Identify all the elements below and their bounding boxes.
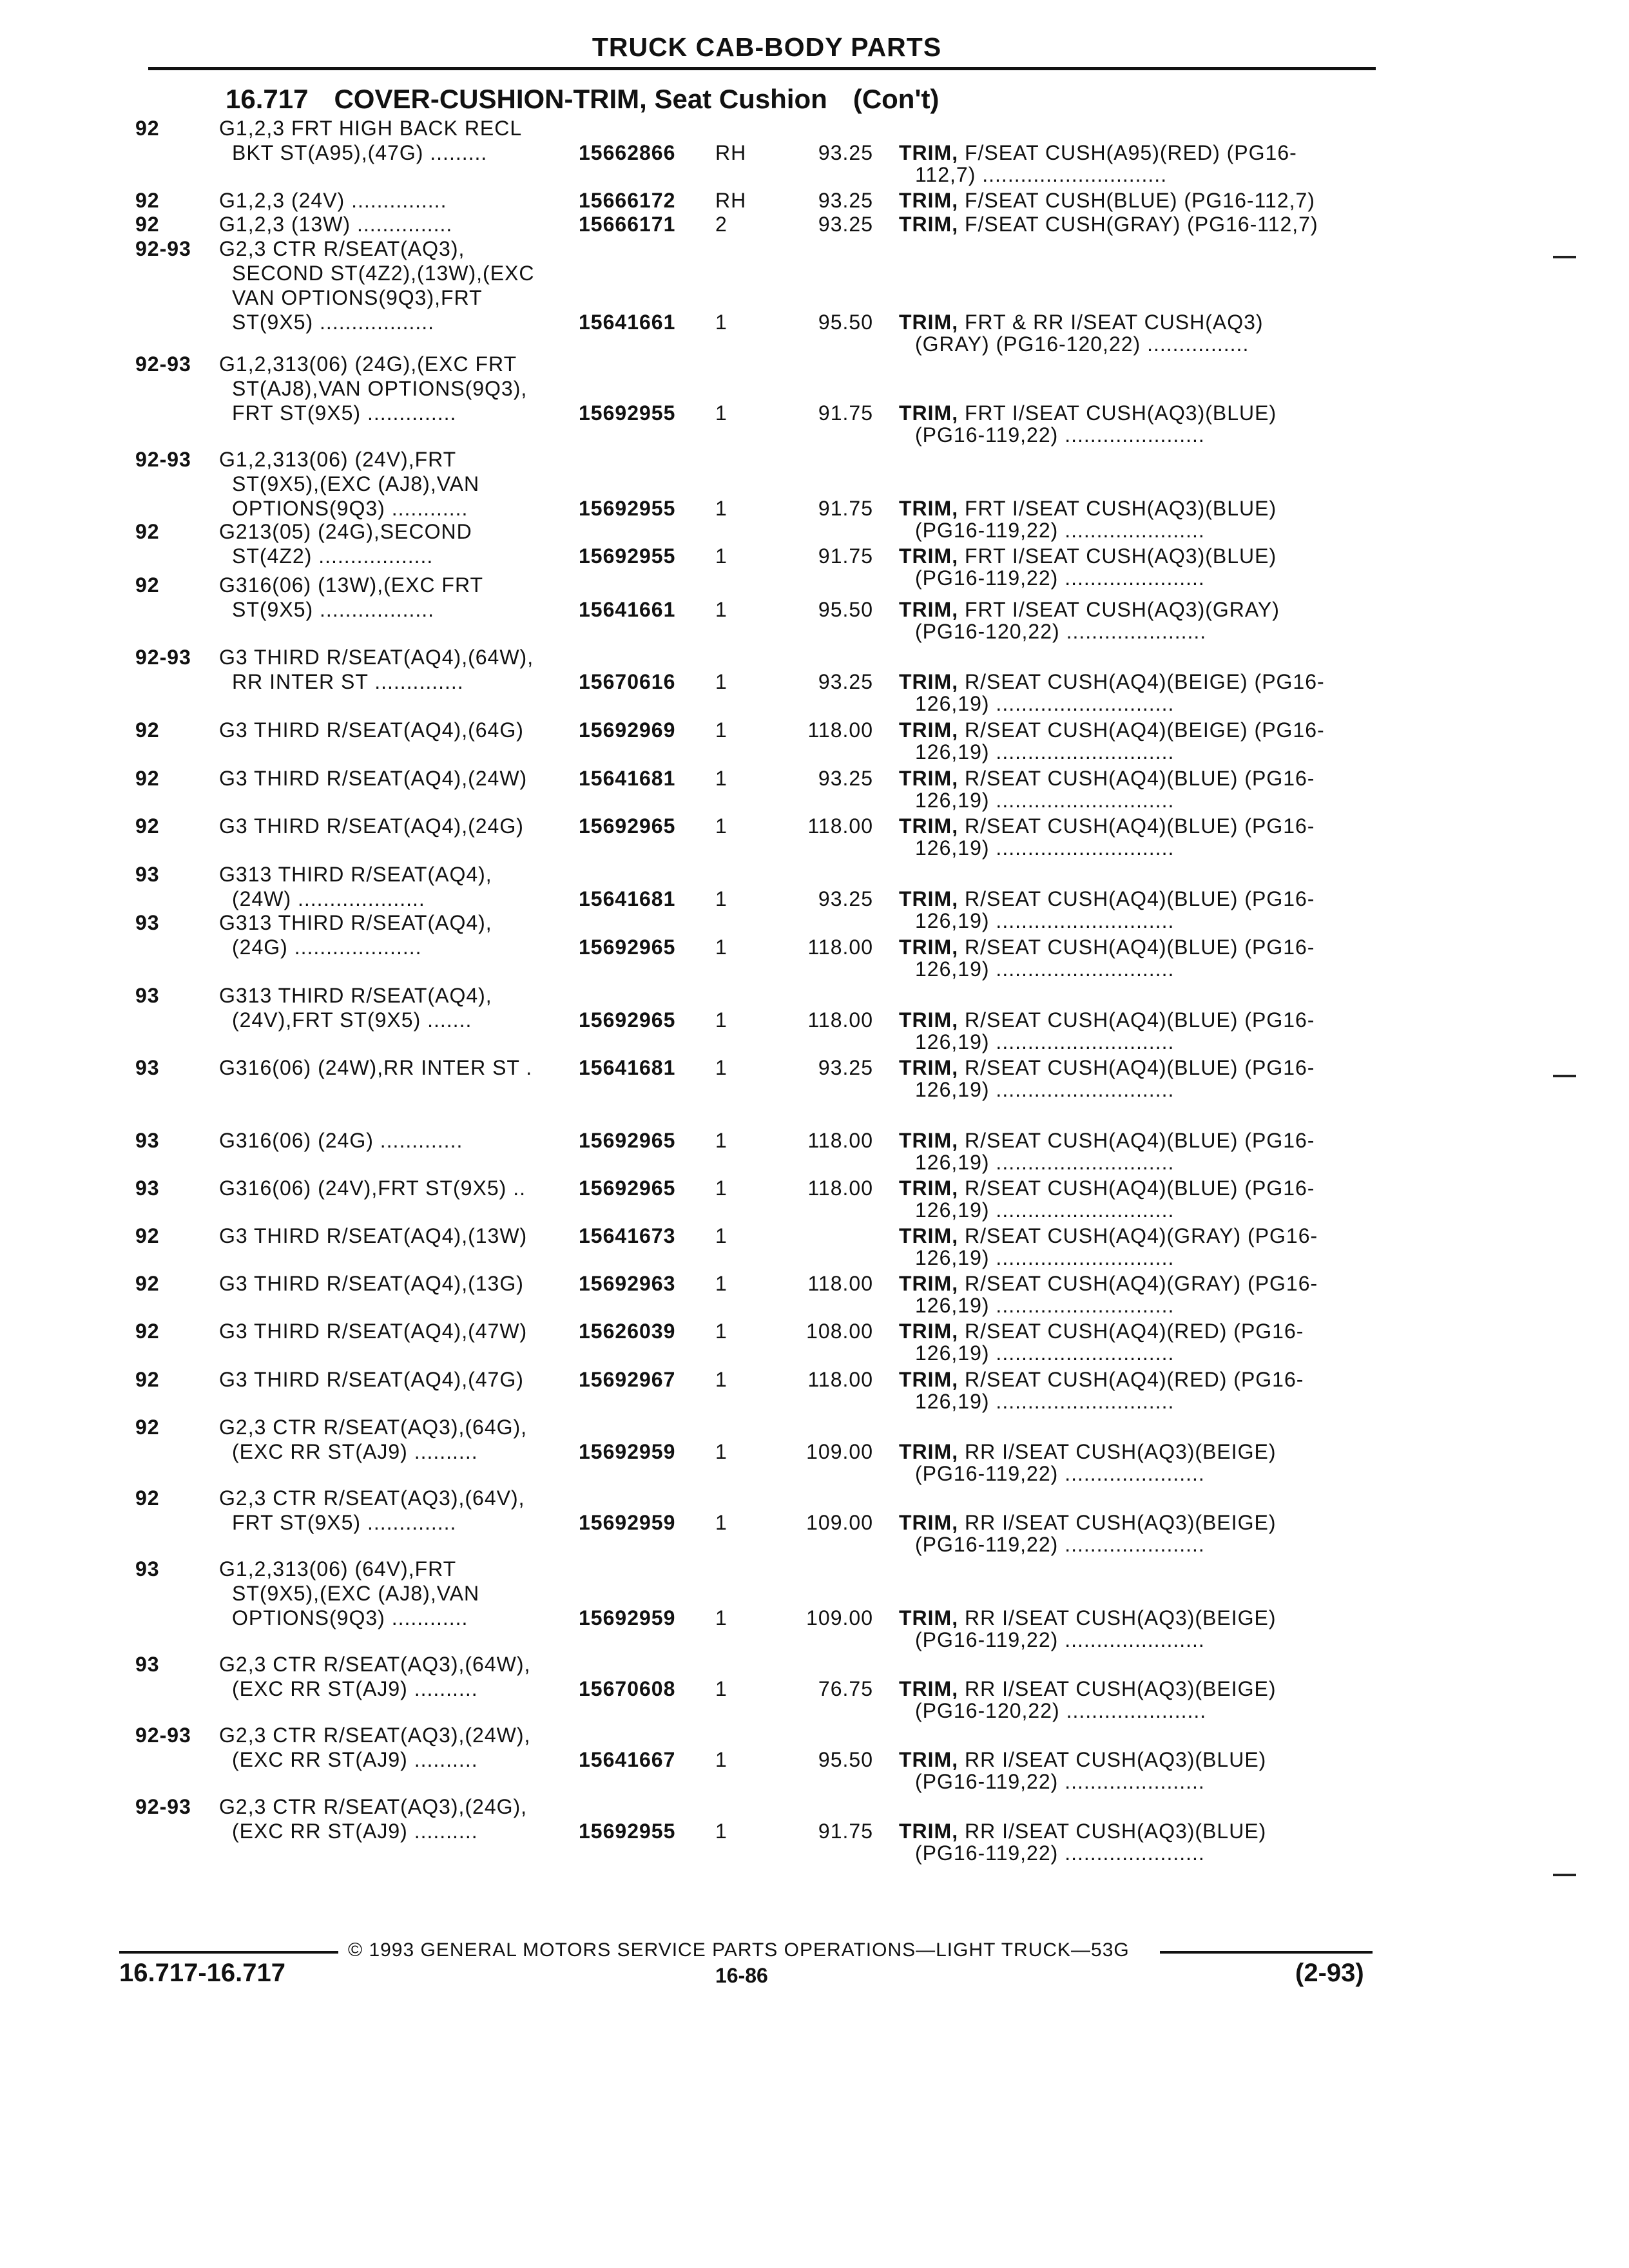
list-price: 118.00 bbox=[807, 1129, 873, 1152]
usage-description: G213(05) (24G),SECOND bbox=[219, 520, 472, 543]
part-description-text: R/SEAT CUSH(AQ4)(BLUE) (PG16- bbox=[958, 936, 1315, 959]
usage-description: (24G) .................... bbox=[232, 936, 422, 959]
part-number: 15666171 bbox=[579, 213, 676, 236]
model-year: 92-93 bbox=[135, 646, 191, 669]
part-description bbox=[899, 544, 1277, 568]
part-description-cont: (PG16-119,22) ...................... bbox=[915, 519, 1205, 542]
part-description-cont: (PG16-119,22) ...................... bbox=[915, 1462, 1205, 1485]
quantity: 1 bbox=[715, 1606, 728, 1629]
model-year: 92-93 bbox=[135, 448, 191, 471]
part-description-text: RR I/SEAT CUSH(AQ3)(BEIGE) bbox=[958, 1511, 1277, 1534]
list-price: 93.25 bbox=[818, 670, 873, 693]
part-number: 15641661 bbox=[579, 598, 676, 621]
part-description-text: R/SEAT CUSH(AQ4)(GRAY) (PG16- bbox=[958, 1224, 1318, 1247]
usage-description: G316(06) (24W),RR INTER ST . bbox=[219, 1056, 533, 1079]
list-price bbox=[767, 1224, 873, 1248]
quantity: 1 bbox=[715, 497, 728, 520]
quantity: 1 bbox=[715, 1272, 728, 1295]
part-type: TRIM, bbox=[899, 213, 959, 236]
part-description-cont: (PG16-119,22) ...................... bbox=[915, 423, 1205, 447]
list-price: 76.75 bbox=[818, 1677, 873, 1700]
usage-description: G3 THIRD R/SEAT(AQ4),(24W) bbox=[219, 767, 528, 790]
part-type: TRIM, bbox=[899, 497, 959, 520]
part-description-cont: 126,19) ............................ bbox=[915, 692, 1175, 715]
model-year: 92 bbox=[135, 1272, 160, 1295]
usage-description: ST(9X5) .................. bbox=[232, 598, 435, 621]
part-description-text: R/SEAT CUSH(AQ4)(BLUE) (PG16- bbox=[958, 767, 1315, 790]
quantity: 1 bbox=[715, 767, 728, 790]
part-description-text: R/SEAT CUSH(AQ4)(BEIGE) (PG16- bbox=[958, 718, 1325, 742]
model-year: 92 bbox=[135, 520, 160, 543]
model-year: 93 bbox=[135, 984, 160, 1007]
part-description-cont: (PG16-119,22) ...................... bbox=[915, 566, 1205, 590]
model-year: 92-93 bbox=[135, 352, 191, 376]
usage-description: FRT ST(9X5) .............. bbox=[232, 1511, 457, 1534]
quantity: 1 bbox=[715, 401, 728, 425]
page-title: TRUCK CAB-BODY PARTS bbox=[592, 32, 942, 62]
part-number: 15692955 bbox=[579, 1820, 676, 1843]
part-description bbox=[899, 310, 1264, 334]
part-description-cont: 126,19) ............................ bbox=[915, 957, 1175, 981]
margin-mark bbox=[1553, 256, 1576, 258]
quantity: 1 bbox=[715, 598, 728, 621]
list-price: 109.00 bbox=[806, 1440, 873, 1463]
part-number: 15692965 bbox=[579, 1177, 676, 1200]
part-number: 15666172 bbox=[579, 189, 676, 212]
part-description-text: F/SEAT CUSH(GRAY) (PG16-112,7) bbox=[958, 213, 1318, 236]
usage-description: FRT ST(9X5) .............. bbox=[232, 401, 457, 425]
usage-description: G2,3 CTR R/SEAT(AQ3),(64G), bbox=[219, 1416, 528, 1439]
part-type: TRIM, bbox=[899, 1177, 959, 1200]
quantity: 1 bbox=[715, 718, 728, 742]
part-type: TRIM, bbox=[899, 1440, 959, 1463]
quantity: 1 bbox=[715, 814, 728, 838]
usage-description: SECOND ST(4Z2),(13W),(EXC bbox=[232, 262, 535, 285]
list-price: 118.00 bbox=[807, 718, 873, 742]
part-number: 15692969 bbox=[579, 718, 676, 742]
list-price: 118.00 bbox=[807, 1008, 873, 1032]
quantity: 1 bbox=[715, 1320, 728, 1343]
usage-description: G2,3 CTR R/SEAT(AQ3),(64W), bbox=[219, 1653, 531, 1676]
usage-description: ST(9X5),(EXC (AJ8),VAN bbox=[232, 1582, 480, 1605]
usage-description: G3 THIRD R/SEAT(AQ4),(24G) bbox=[219, 814, 524, 838]
part-description-text: FRT I/SEAT CUSH(AQ3)(GRAY) bbox=[958, 598, 1280, 621]
list-price: 118.00 bbox=[807, 1272, 873, 1295]
part-type: TRIM, bbox=[899, 141, 959, 164]
usage-description: G3 THIRD R/SEAT(AQ4),(13W) bbox=[219, 1224, 528, 1247]
part-description-text: RR I/SEAT CUSH(AQ3)(BEIGE) bbox=[958, 1606, 1277, 1629]
part-type: TRIM, bbox=[899, 936, 959, 959]
usage-description: OPTIONS(9Q3) ............ bbox=[232, 497, 468, 520]
part-description-cont: 126,19) ............................ bbox=[915, 1341, 1175, 1365]
part-description bbox=[899, 1510, 1277, 1535]
model-year: 93 bbox=[135, 1056, 160, 1079]
quantity: 1 bbox=[715, 1748, 728, 1771]
list-price: 109.00 bbox=[806, 1606, 873, 1629]
usage-description: (24W) .................... bbox=[232, 887, 425, 910]
usage-description: G3 THIRD R/SEAT(AQ4),(47G) bbox=[219, 1368, 524, 1391]
footer-rule-left bbox=[119, 1951, 338, 1954]
part-description bbox=[899, 718, 1325, 742]
model-year: 92-93 bbox=[135, 1795, 191, 1818]
part-type: TRIM, bbox=[899, 311, 959, 334]
usage-description: G316(06) (24G) ............. bbox=[219, 1129, 463, 1152]
part-number: 15641681 bbox=[579, 887, 676, 910]
section-cont: (Con't) bbox=[853, 84, 940, 114]
model-year: 92 bbox=[135, 1486, 160, 1510]
margin-mark bbox=[1553, 1874, 1576, 1876]
usage-description: (EXC RR ST(AJ9) .......... bbox=[232, 1820, 478, 1843]
list-price: 91.75 bbox=[818, 401, 873, 425]
usage-description: OPTIONS(9Q3) ............ bbox=[232, 1606, 468, 1629]
part-description bbox=[899, 140, 1297, 165]
usage-description: ST(9X5) .................. bbox=[232, 311, 435, 334]
part-type: TRIM, bbox=[899, 814, 959, 838]
list-price: 95.50 bbox=[818, 598, 873, 621]
part-description bbox=[899, 1008, 1315, 1032]
part-number: 15692965 bbox=[579, 1129, 676, 1152]
part-type: TRIM, bbox=[899, 1008, 959, 1032]
usage-description: G2,3 CTR R/SEAT(AQ3),(24W), bbox=[219, 1724, 531, 1747]
part-description-cont: 112,7) ............................. bbox=[915, 163, 1168, 186]
section-name: COVER-CUSHION-TRIM, Seat Cushion bbox=[334, 84, 827, 114]
part-description bbox=[899, 597, 1280, 622]
quantity: 1 bbox=[715, 311, 728, 334]
usage-description: G1,2,3 (13W) ............... bbox=[219, 213, 453, 236]
model-year: 92 bbox=[135, 1320, 160, 1343]
usage-description: (24V),FRT ST(9X5) ....... bbox=[232, 1008, 472, 1032]
list-price: 93.25 bbox=[818, 141, 873, 164]
usage-description: G313 THIRD R/SEAT(AQ4), bbox=[219, 863, 492, 886]
part-description bbox=[899, 935, 1315, 959]
usage-description: VAN OPTIONS(9Q3),FRT bbox=[232, 286, 483, 309]
model-year: 92 bbox=[135, 1416, 160, 1439]
part-description-cont: 126,19) ............................ bbox=[915, 836, 1175, 860]
part-number: 15670616 bbox=[579, 670, 676, 693]
footer-date: (2-93) bbox=[1295, 1959, 1364, 1987]
part-description-text: RR I/SEAT CUSH(AQ3)(BEIGE) bbox=[958, 1677, 1277, 1700]
part-description-text: RR I/SEAT CUSH(AQ3)(BEIGE) bbox=[958, 1440, 1277, 1463]
part-description-text: FRT I/SEAT CUSH(AQ3)(BLUE) bbox=[958, 544, 1277, 568]
part-type: TRIM, bbox=[899, 887, 959, 910]
quantity: 1 bbox=[715, 1511, 728, 1534]
model-year: 92 bbox=[135, 1368, 160, 1391]
quantity: 1 bbox=[715, 1820, 728, 1843]
usage-description: G2,3 CTR R/SEAT(AQ3),(24G), bbox=[219, 1795, 528, 1818]
part-description bbox=[899, 1128, 1315, 1153]
usage-description: G2,3 CTR R/SEAT(AQ3), bbox=[219, 237, 465, 260]
list-price: 118.00 bbox=[807, 814, 873, 838]
part-description-text: R/SEAT CUSH(AQ4)(RED) (PG16- bbox=[958, 1320, 1304, 1343]
part-type: TRIM, bbox=[899, 1606, 959, 1629]
usage-description: ST(AJ8),VAN OPTIONS(9Q3), bbox=[232, 377, 528, 400]
part-type: TRIM, bbox=[899, 1820, 959, 1843]
part-number: 15692955 bbox=[579, 544, 676, 568]
quantity: 1 bbox=[715, 1440, 728, 1463]
model-year: 92 bbox=[135, 573, 160, 597]
part-description-text: RR I/SEAT CUSH(AQ3)(BLUE) bbox=[958, 1820, 1267, 1843]
quantity: RH bbox=[715, 141, 747, 164]
model-year: 93 bbox=[135, 1129, 160, 1152]
list-price: 93.25 bbox=[818, 1056, 873, 1079]
part-description bbox=[899, 188, 1315, 213]
part-number: 15692955 bbox=[579, 497, 676, 520]
part-description-text: R/SEAT CUSH(AQ4)(BLUE) (PG16- bbox=[958, 1056, 1315, 1079]
quantity: 1 bbox=[715, 1008, 728, 1032]
part-description-cont: 126,19) ............................ bbox=[915, 1030, 1175, 1053]
list-price: 118.00 bbox=[807, 1177, 873, 1200]
part-number: 15641681 bbox=[579, 767, 676, 790]
usage-description: G313 THIRD R/SEAT(AQ4), bbox=[219, 984, 492, 1007]
part-description-cont: 126,19) ............................ bbox=[915, 909, 1175, 932]
part-number: 15692967 bbox=[579, 1368, 676, 1391]
list-price: 109.00 bbox=[806, 1511, 873, 1534]
list-price: 95.50 bbox=[818, 311, 873, 334]
model-year: 93 bbox=[135, 863, 160, 886]
part-number: 15692959 bbox=[579, 1511, 676, 1534]
quantity: 1 bbox=[715, 1368, 728, 1391]
part-description bbox=[899, 1439, 1277, 1464]
usage-description: G2,3 CTR R/SEAT(AQ3),(64V), bbox=[219, 1486, 525, 1510]
quantity: 2 bbox=[715, 213, 728, 236]
part-type: TRIM, bbox=[899, 718, 959, 742]
margin-mark bbox=[1553, 1075, 1576, 1077]
part-description-text: F/SEAT CUSH(A95)(RED) (PG16- bbox=[958, 141, 1297, 164]
part-description-cont: (PG16-119,22) ...................... bbox=[915, 1628, 1205, 1651]
quantity: 1 bbox=[715, 1224, 728, 1247]
part-description-text: FRT & RR I/SEAT CUSH(AQ3) bbox=[958, 311, 1264, 334]
usage-description: (EXC RR ST(AJ9) .......... bbox=[232, 1748, 478, 1771]
model-year: 92 bbox=[135, 213, 160, 236]
usage-description: G1,2,3 FRT HIGH BACK RECL bbox=[219, 117, 523, 140]
model-year: 92 bbox=[135, 814, 160, 838]
part-type: TRIM, bbox=[899, 1224, 959, 1247]
usage-description: G1,2,3 (24V) ............... bbox=[219, 189, 447, 212]
part-description-cont: 126,19) ............................ bbox=[915, 1246, 1175, 1269]
part-description-cont: (GRAY) (PG16-120,22) ................ bbox=[915, 332, 1249, 356]
footer-page-number: 16-86 bbox=[715, 1964, 768, 1987]
quantity: 1 bbox=[715, 936, 728, 959]
part-description bbox=[899, 1677, 1277, 1701]
part-number: 15641661 bbox=[579, 311, 676, 334]
usage-description: BKT ST(A95),(47G) ......... bbox=[232, 141, 488, 164]
model-year: 92 bbox=[135, 1224, 160, 1247]
part-number: 15692965 bbox=[579, 1008, 676, 1032]
part-description bbox=[899, 401, 1277, 425]
part-description bbox=[899, 1271, 1318, 1296]
usage-description: G3 THIRD R/SEAT(AQ4),(64W), bbox=[219, 646, 534, 669]
part-type: TRIM, bbox=[899, 1320, 959, 1343]
footer-rule-right bbox=[1160, 1951, 1373, 1954]
part-description-text: R/SEAT CUSH(AQ4)(BLUE) (PG16- bbox=[958, 887, 1315, 910]
usage-description: G316(06) (13W),(EXC FRT bbox=[219, 573, 484, 597]
part-description-text: R/SEAT CUSH(AQ4)(BLUE) (PG16- bbox=[958, 814, 1315, 838]
list-price: 93.25 bbox=[818, 213, 873, 236]
quantity: 1 bbox=[715, 887, 728, 910]
part-number: 15692959 bbox=[579, 1606, 676, 1629]
part-type: TRIM, bbox=[899, 598, 959, 621]
part-description-text: R/SEAT CUSH(AQ4)(GRAY) (PG16- bbox=[958, 1272, 1318, 1295]
quantity: 1 bbox=[715, 670, 728, 693]
part-description-cont: 126,19) ............................ bbox=[915, 1198, 1175, 1222]
part-number: 15641681 bbox=[579, 1056, 676, 1079]
part-description-cont: (PG16-120,22) ...................... bbox=[915, 620, 1207, 643]
part-number: 15641667 bbox=[579, 1748, 676, 1771]
usage-description: G1,2,313(06) (24G),(EXC FRT bbox=[219, 352, 517, 376]
part-number: 15692965 bbox=[579, 814, 676, 838]
part-description-text: R/SEAT CUSH(AQ4)(BEIGE) (PG16- bbox=[958, 670, 1325, 693]
model-year: 92 bbox=[135, 767, 160, 790]
model-year: 93 bbox=[135, 1177, 160, 1200]
part-type: TRIM, bbox=[899, 1677, 959, 1700]
part-description-text: FRT I/SEAT CUSH(AQ3)(BLUE) bbox=[958, 401, 1277, 425]
part-type: TRIM, bbox=[899, 401, 959, 425]
list-price: 93.25 bbox=[818, 767, 873, 790]
part-description bbox=[899, 1367, 1304, 1392]
model-year: 93 bbox=[135, 911, 160, 934]
part-description bbox=[899, 669, 1325, 694]
part-description-cont: 126,19) ............................ bbox=[915, 789, 1175, 812]
part-description-text: R/SEAT CUSH(AQ4)(RED) (PG16- bbox=[958, 1368, 1304, 1391]
part-description-text: FRT I/SEAT CUSH(AQ3)(BLUE) bbox=[958, 497, 1277, 520]
part-description bbox=[899, 1176, 1315, 1200]
part-description bbox=[899, 1606, 1277, 1630]
model-year: 92 bbox=[135, 117, 160, 140]
quantity: 1 bbox=[715, 544, 728, 568]
model-year: 92 bbox=[135, 189, 160, 212]
part-description bbox=[899, 496, 1277, 521]
list-price: 95.50 bbox=[818, 1748, 873, 1771]
list-price: 93.25 bbox=[818, 189, 873, 212]
model-year: 92-93 bbox=[135, 1724, 191, 1747]
part-description-cont: (PG16-119,22) ...................... bbox=[915, 1533, 1205, 1556]
quantity: 1 bbox=[715, 1177, 728, 1200]
part-type: TRIM, bbox=[899, 670, 959, 693]
usage-description: G316(06) (24V),FRT ST(9X5) .. bbox=[219, 1177, 526, 1200]
quantity: 1 bbox=[715, 1677, 728, 1700]
usage-description: G3 THIRD R/SEAT(AQ4),(13G) bbox=[219, 1272, 524, 1295]
part-type: TRIM, bbox=[899, 189, 959, 212]
part-description-cont: (PG16-119,22) ...................... bbox=[915, 1770, 1205, 1793]
footer-copyright: © 1993 GENERAL MOTORS SERVICE PARTS OPERATIONS—LIGHT TRUCK—53G bbox=[348, 1939, 1130, 1961]
part-description bbox=[899, 766, 1315, 791]
usage-description: ST(9X5),(EXC (AJ8),VAN bbox=[232, 472, 480, 495]
part-number: 15662866 bbox=[579, 141, 676, 164]
list-price: 91.75 bbox=[818, 497, 873, 520]
parts-list bbox=[0, 116, 1629, 1920]
model-year: 92-93 bbox=[135, 237, 191, 260]
part-description bbox=[899, 1224, 1318, 1248]
section-heading bbox=[226, 84, 965, 115]
part-description-text: R/SEAT CUSH(AQ4)(BLUE) (PG16- bbox=[958, 1177, 1315, 1200]
part-number: 15626039 bbox=[579, 1320, 676, 1343]
part-description-text: R/SEAT CUSH(AQ4)(BLUE) (PG16- bbox=[958, 1008, 1315, 1032]
model-year: 93 bbox=[135, 1653, 160, 1676]
header-rule bbox=[148, 67, 1376, 70]
usage-description: G313 THIRD R/SEAT(AQ4), bbox=[219, 911, 492, 934]
part-type: TRIM, bbox=[899, 1511, 959, 1534]
footer-section-range: 16.717-16.717 bbox=[119, 1959, 286, 1987]
part-description bbox=[899, 212, 1318, 236]
part-description-cont: (PG16-120,22) ...................... bbox=[915, 1699, 1207, 1722]
part-type: TRIM, bbox=[899, 1748, 959, 1771]
section-number: 16.717 bbox=[226, 84, 309, 114]
usage-description: G3 THIRD R/SEAT(AQ4),(47W) bbox=[219, 1320, 528, 1343]
quantity: 1 bbox=[715, 1056, 728, 1079]
list-price: 93.25 bbox=[818, 887, 873, 910]
usage-description: G3 THIRD R/SEAT(AQ4),(64G) bbox=[219, 718, 524, 742]
quantity: RH bbox=[715, 189, 747, 212]
list-price: 91.75 bbox=[818, 1820, 873, 1843]
usage-description: ST(4Z2) .................. bbox=[232, 544, 434, 568]
usage-description: (EXC RR ST(AJ9) .......... bbox=[232, 1677, 478, 1700]
part-type: TRIM, bbox=[899, 1368, 959, 1391]
part-number: 15692965 bbox=[579, 936, 676, 959]
usage-description: G1,2,313(06) (24V),FRT bbox=[219, 448, 457, 471]
part-description bbox=[899, 1819, 1266, 1843]
part-type: TRIM, bbox=[899, 544, 959, 568]
part-description bbox=[899, 887, 1315, 911]
part-description-cont: 126,19) ............................ bbox=[915, 740, 1175, 764]
part-description bbox=[899, 1055, 1315, 1080]
part-description-cont: 126,19) ............................ bbox=[915, 1151, 1175, 1174]
part-number: 15692959 bbox=[579, 1440, 676, 1463]
part-description bbox=[899, 1319, 1304, 1343]
usage-description: G1,2,313(06) (64V),FRT bbox=[219, 1557, 457, 1581]
part-description-text: RR I/SEAT CUSH(AQ3)(BLUE) bbox=[958, 1748, 1267, 1771]
part-description-cont: (PG16-119,22) ...................... bbox=[915, 1841, 1205, 1865]
part-number: 15641673 bbox=[579, 1224, 676, 1247]
part-number: 15692963 bbox=[579, 1272, 676, 1295]
usage-description: RR INTER ST .............. bbox=[232, 670, 464, 693]
model-year: 92 bbox=[135, 718, 160, 742]
model-year: 93 bbox=[135, 1557, 160, 1581]
part-type: TRIM, bbox=[899, 1056, 959, 1079]
list-price: 118.00 bbox=[807, 1368, 873, 1391]
quantity: 1 bbox=[715, 1129, 728, 1152]
list-price: 118.00 bbox=[807, 936, 873, 959]
part-description bbox=[899, 814, 1315, 838]
part-description-cont: 126,19) ............................ bbox=[915, 1294, 1175, 1317]
part-description bbox=[899, 1747, 1266, 1772]
part-description-cont: 126,19) ............................ bbox=[915, 1390, 1175, 1413]
part-type: TRIM, bbox=[899, 1129, 959, 1152]
list-price: 91.75 bbox=[818, 544, 873, 568]
usage-description: (EXC RR ST(AJ9) .......... bbox=[232, 1440, 478, 1463]
part-type: TRIM, bbox=[899, 767, 959, 790]
part-description-text: R/SEAT CUSH(AQ4)(BLUE) (PG16- bbox=[958, 1129, 1315, 1152]
part-number: 15670608 bbox=[579, 1677, 676, 1700]
part-number: 15692955 bbox=[579, 401, 676, 425]
part-description-text: F/SEAT CUSH(BLUE) (PG16-112,7) bbox=[958, 189, 1315, 212]
part-description-cont: 126,19) ............................ bbox=[915, 1078, 1175, 1101]
part-type: TRIM, bbox=[899, 1272, 959, 1295]
list-price: 108.00 bbox=[806, 1320, 873, 1343]
